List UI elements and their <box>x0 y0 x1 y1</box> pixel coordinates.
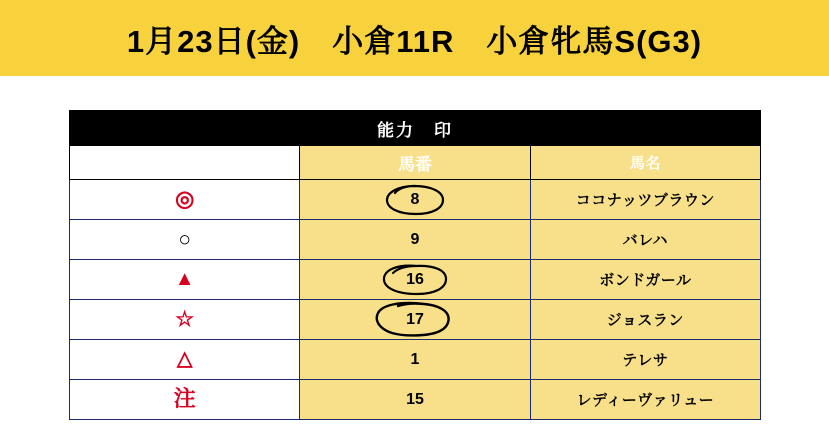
table-row <box>70 180 761 220</box>
cell-number <box>300 300 530 340</box>
open-triangle-icon: △ <box>176 348 193 370</box>
ability-table-wrapper <box>69 110 761 420</box>
header-banner <box>0 0 829 76</box>
double-circle-icon: ◎ <box>175 186 195 211</box>
table-row <box>70 340 761 380</box>
horse-number: 16 <box>406 270 424 288</box>
horse-number: 17 <box>406 310 424 328</box>
cell-mark <box>70 220 300 260</box>
cell-horse-name: ボンドガール <box>530 260 760 300</box>
cell-mark <box>70 340 300 380</box>
table-caption-row <box>70 111 761 146</box>
cell-mark <box>70 260 300 300</box>
table-header-row <box>70 146 761 180</box>
circle-icon: ○ <box>178 227 191 251</box>
star-icon: ☆ <box>175 307 195 331</box>
horse-number: 8 <box>410 190 420 208</box>
cell-number <box>300 180 530 220</box>
cell-mark <box>70 300 300 340</box>
table-row <box>70 220 761 260</box>
cell-number <box>300 260 530 300</box>
cell-number <box>300 340 530 380</box>
column-header-mark: 印 <box>70 146 300 180</box>
column-header-horse: 馬名 <box>530 146 760 180</box>
cell-horse-name: バレハ <box>530 220 760 260</box>
table-row <box>70 380 761 420</box>
horse-number: 15 <box>406 390 424 408</box>
page-title: 1月23日(金) 小倉11R 小倉牝馬S(G3) <box>126 23 703 59</box>
cell-number <box>300 380 530 420</box>
table-caption: 能力 印 <box>70 111 761 146</box>
column-header-number: 馬番 <box>300 146 530 180</box>
cell-mark <box>70 380 300 420</box>
table-row <box>70 260 761 300</box>
cell-mark <box>70 180 300 220</box>
filled-triangle-icon: ▲ <box>174 268 195 290</box>
cell-number <box>300 220 530 260</box>
table-row <box>70 300 761 340</box>
cell-horse-name: ココナッツブラウン <box>530 180 760 220</box>
horse-number: 1 <box>410 350 420 368</box>
cell-horse-name: ジョスラン <box>530 300 760 340</box>
chu-kanji-icon: 注 <box>173 386 196 411</box>
ability-table <box>69 110 761 420</box>
cell-horse-name: レディーヴァリュー <box>530 380 760 420</box>
cell-horse-name: テレサ <box>530 340 760 380</box>
horse-number: 9 <box>410 230 420 248</box>
